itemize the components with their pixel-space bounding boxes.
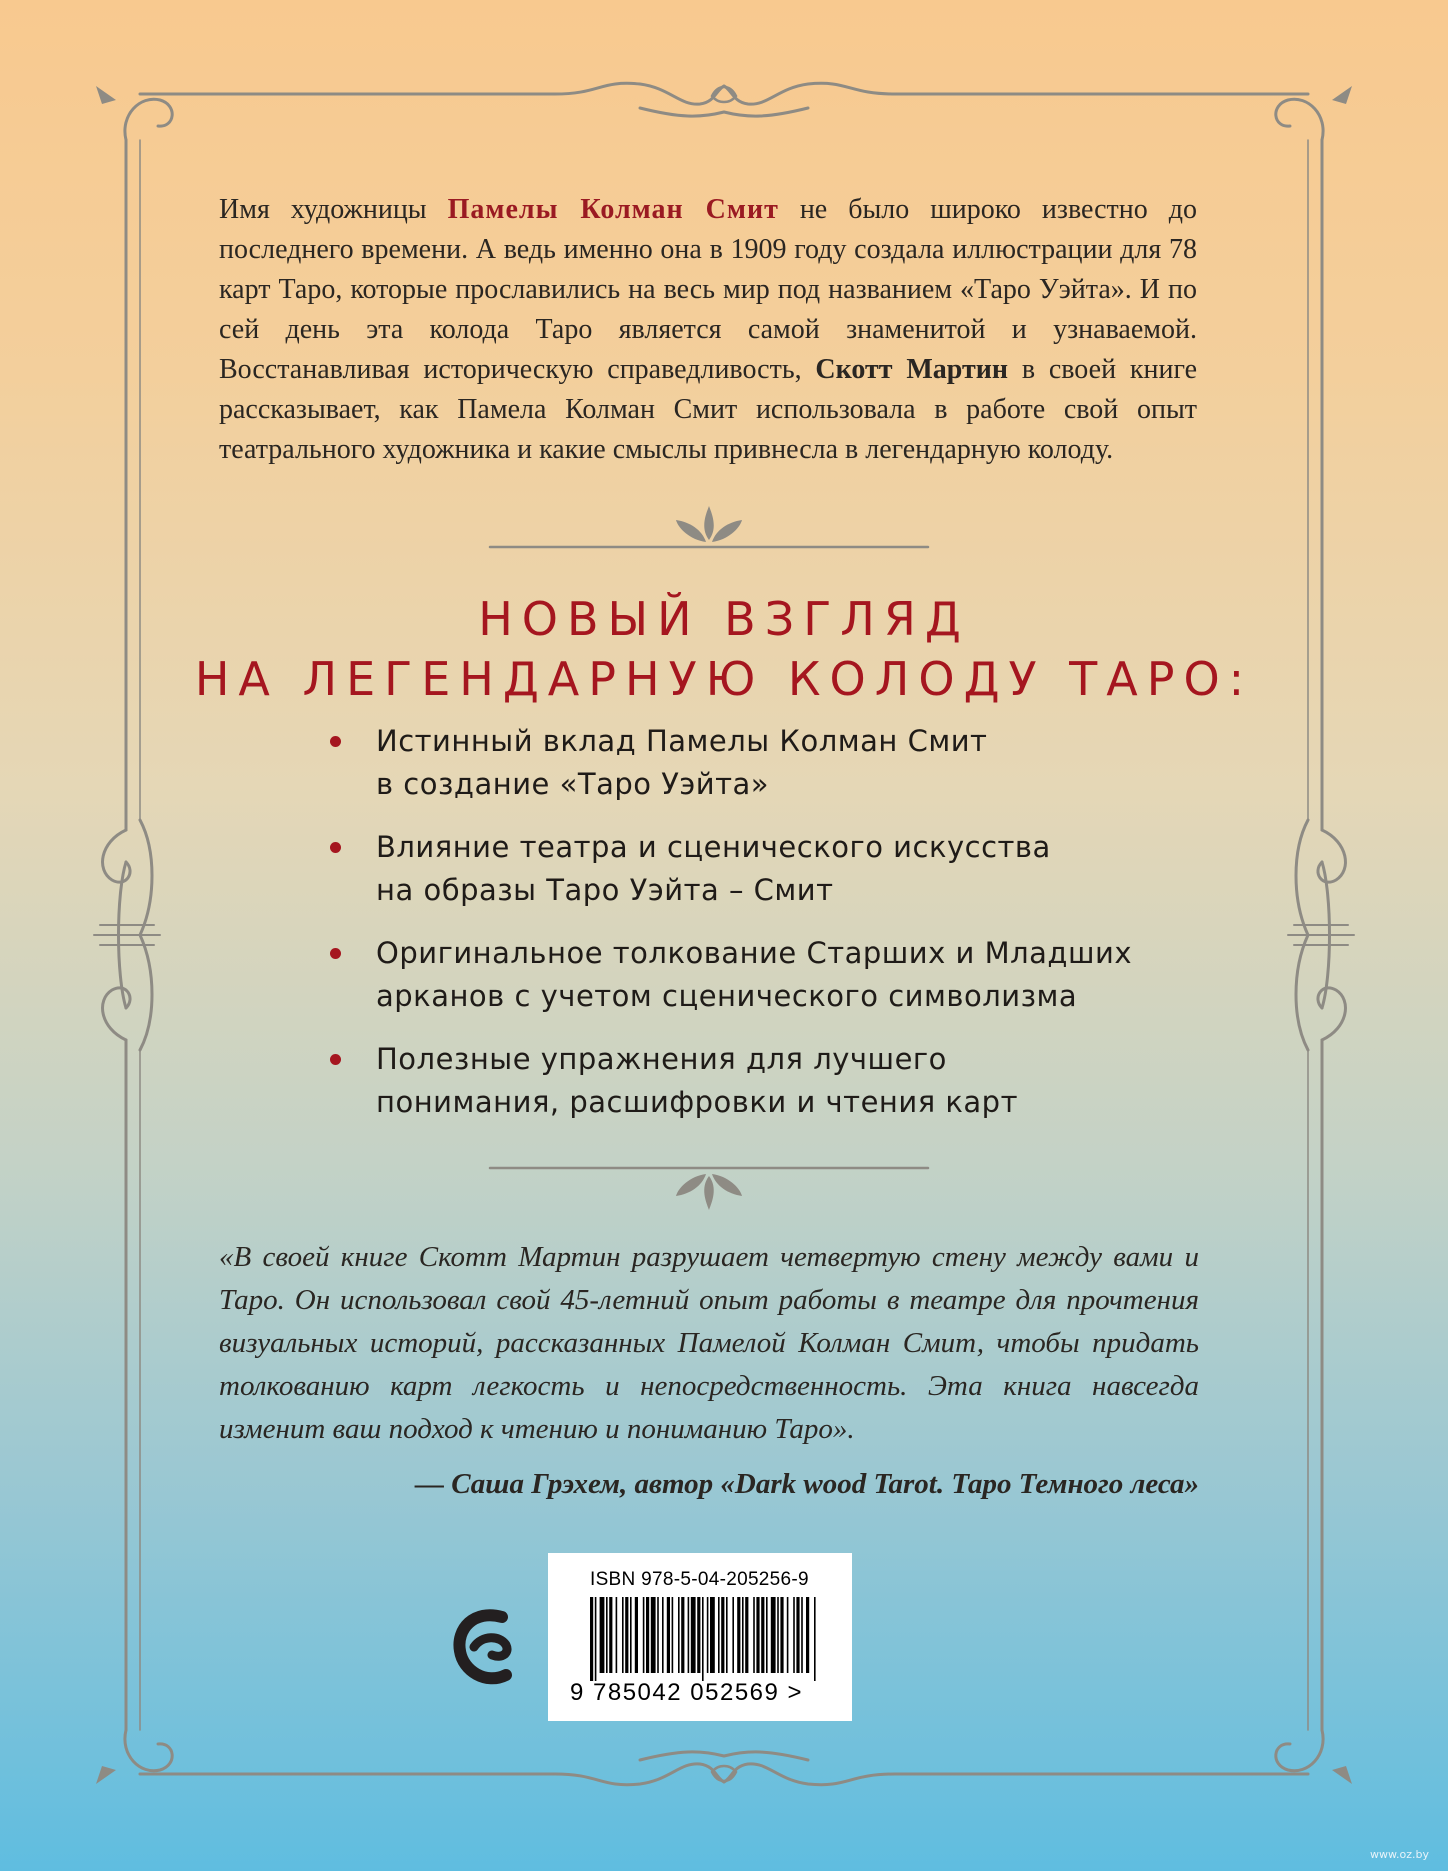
list-item-line: на образы Таро Уэйта – Смит: [376, 873, 834, 907]
barcode-bar: [806, 1597, 809, 1673]
leaf-divider-icon: [676, 1174, 742, 1210]
list-item-line: арканов с учетом сценического символизма: [376, 979, 1078, 1013]
barcode-bar: [697, 1597, 700, 1673]
barcode-bar: [646, 1597, 649, 1673]
barcode-bar: [657, 1597, 659, 1673]
barcode-bar: [643, 1597, 645, 1673]
barcode-bar: [595, 1597, 597, 1681]
list-item-line: в создание «Таро Уэйта»: [376, 767, 770, 801]
barcode-bar: [625, 1597, 628, 1673]
feature-list: [330, 720, 1230, 1144]
bullet-dot-icon: [330, 948, 341, 959]
barcode-bar: [726, 1597, 728, 1673]
barcode-bar: [651, 1597, 656, 1673]
list-item: [330, 826, 1230, 912]
ean-digits: 9 785042 052569 >: [570, 1679, 804, 1706]
intro-text: Имя художницы: [219, 194, 448, 225]
eksmo-logo-icon: [452, 1605, 516, 1691]
barcode-bar: [616, 1597, 618, 1673]
bullet-dot-icon: [330, 842, 341, 853]
barcode-bar: [609, 1597, 612, 1673]
barcode-bar: [814, 1597, 816, 1681]
list-item: [330, 1038, 1230, 1124]
isbn-label: ISBN 978-5-04-205256-9: [590, 1569, 809, 1590]
barcode-bar: [600, 1597, 605, 1673]
barcode-bar: [662, 1597, 664, 1673]
barcode-bar: [771, 1597, 776, 1673]
barcode-bar: [688, 1597, 690, 1673]
barcode-bar: [721, 1597, 724, 1673]
barcode-bar: [718, 1597, 720, 1673]
barcode-bar: [606, 1597, 608, 1673]
bullet-dot-icon: [330, 1054, 341, 1065]
list-item-line: Полезные упражнения для лучшего: [376, 1042, 947, 1076]
list-item: [330, 932, 1230, 1018]
list-item: [330, 720, 1230, 806]
headline-line-1: НОВЫЙ ВЗГЛЯД: [478, 592, 970, 646]
barcode-bar: [777, 1597, 779, 1673]
barcode-bar: [793, 1597, 795, 1673]
barcode-bar: [801, 1597, 803, 1673]
barcode-bar: [796, 1597, 799, 1673]
list-item-line: Истинный вклад Памелы Колман Смит: [376, 724, 988, 758]
barcode-bar: [710, 1597, 715, 1673]
barcode-bar: [737, 1597, 740, 1673]
barcode-box: [548, 1553, 852, 1721]
barcode-bar: [630, 1597, 632, 1673]
barcode-bar: [742, 1597, 744, 1673]
description-paragraph: [219, 190, 1197, 470]
barcode-bar: [766, 1597, 768, 1673]
barcode-bar: [667, 1597, 670, 1673]
list-item-line: Влияние театра и сценического искусства: [376, 830, 1051, 864]
headline-line-2: НА ЛЕГЕНДАРНУЮ КОЛОДУ ТАРО:: [194, 652, 1254, 706]
artist-name: Памелы Колман Смит: [447, 194, 779, 225]
barcode-bar: [707, 1597, 709, 1673]
intro-text: в своей книге рассказывает, как Памела Колман Смит использовала в работе свой опыт театрального художника и какие смыслы привнесла в легендарную колоду.: [219, 354, 1197, 465]
barcode-bar: [745, 1597, 748, 1673]
barcode-bar: [702, 1597, 704, 1681]
barcode-bar: [761, 1597, 764, 1673]
list-item-line: понимания, расшифровки и чтения карт: [376, 1085, 1018, 1119]
barcode-bars: [590, 1597, 816, 1681]
review-quote: «В своей книге Скотт Мартин разрушает четвертую стену между вами и Таро. Он использовал свой 45-летний опыт работы в театре для прочтения визуальных историй, рассказанных Памелой Колман Смит, чтобы придать толкованию карт легкость и непосредственность. Эта книга навсегда изменит ваш подход к чтению и пониманию Таро».: [219, 1241, 1199, 1445]
list-item-line: Оригинальное толкование Старших и Младших: [376, 936, 1133, 970]
barcode-bar: [622, 1597, 624, 1673]
barcode-bar: [635, 1597, 638, 1673]
barcode-bar: [672, 1597, 674, 1673]
barcode-bar: [681, 1597, 684, 1673]
intro-text: не было широко известно до последнего времени. А ведь именно она в 1909 году создала иллюстрации для 78 карт Таро, которые прославились на весь мир под названием «Таро Уэйта». И по сей день эта колода Таро является самой знаменитой и узнаваемой. Восстанавливая историческую справедливость,: [219, 194, 1197, 385]
leaf-divider-icon: [676, 506, 742, 542]
barcode-bar: [691, 1597, 696, 1673]
barcode-bar: [753, 1597, 755, 1673]
watermark: www.oz.by: [1370, 1848, 1429, 1861]
author-name: Скотт Мартин: [815, 354, 1008, 385]
barcode-bar: [732, 1597, 734, 1673]
barcode-bar: [787, 1597, 789, 1673]
quote-attribution: — Саша Грэхем, автор «Dark wood Tarot. Таро Темного леса»: [415, 1468, 1199, 1500]
bullet-dot-icon: [330, 736, 341, 747]
barcode-bar: [590, 1597, 593, 1681]
barcode-bar: [678, 1597, 680, 1673]
barcode-bar: [756, 1597, 759, 1673]
barcode-bar: [780, 1597, 783, 1673]
